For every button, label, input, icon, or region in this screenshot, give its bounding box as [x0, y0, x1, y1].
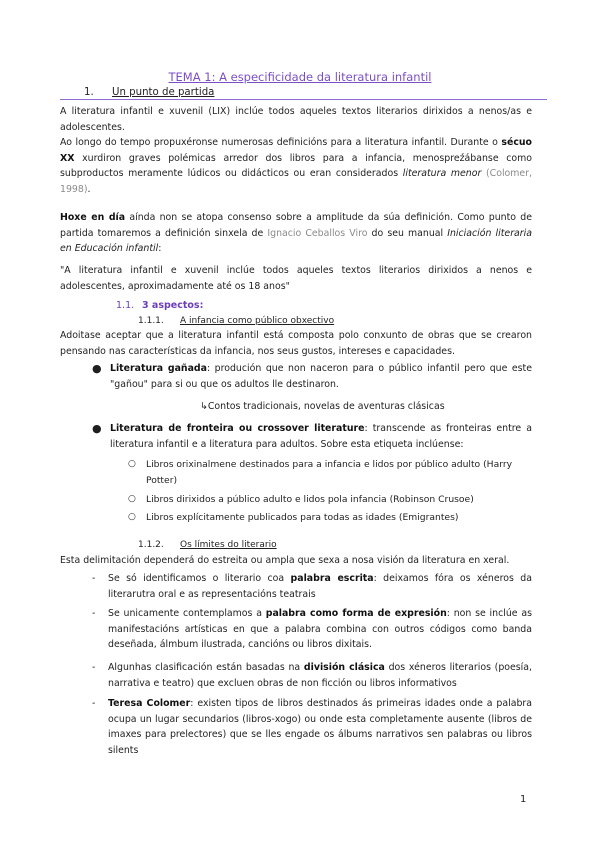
circle-bullet-icon: ○: [128, 459, 136, 469]
section-heading-1-1-2: 1.1.2. Os límites do literario: [138, 540, 277, 550]
paragraph-5: Esta delimitación dependerá do estreita ou ampla que sexa a nosa visión da literatura en xeral.: [60, 555, 510, 566]
citation: (Colomer, 1998): [60, 168, 533, 195]
circle-bullet-icon: ○: [128, 494, 136, 504]
paragraph-3: Hoxe en día aínda non se atopa consenso sobre a amplitude da súa definición. Como punto de partida tomaremos a definición sinxela de Ignacio Ceballos Viro do seu manual Iniciación literaria en Educación infantil:: [60, 212, 532, 255]
paragraph-4: Adoitase aceptar que a literatura infantil está composta polo conxunto de obras que se crearon pensando nas características da infancia, nos seus gustos, intereses e capacidades.: [60, 330, 532, 357]
section-heading-1-1: 1.1. 3 aspectos:: [116, 300, 204, 311]
section-heading-1: [84, 87, 214, 98]
bullet-icon: ●: [92, 362, 102, 375]
section-number: 1.: [84, 87, 94, 98]
arrow-note: ↳Contos tradicionais, novelas de aventuras clásicas: [200, 401, 445, 412]
paragraph-1: A literatura infantil e xuvenil (LIX) inclúe todos aqueles textos literarios dirixidos a nenos/as e adolescentes.: [60, 106, 532, 133]
section-heading-1-1-1: 1.1.1. A infancia como público obxectivo: [138, 316, 335, 326]
paragraph-2: Ao longo do tempo propuxéronse numerosas definicións para a literatura infantil. Durante o sécuo XX xurdiron graves polémicas arredor dos libros para a infancia, menospreźábanse como subproductos meramente lúdicos ou didácticos ou eran considerados literatura menor (Colomer, 1998).: [60, 137, 533, 195]
section-label: Un punto de partida: [112, 87, 215, 98]
page-title: TEMA 1: A especificidade da literatura infantil: [168, 70, 432, 84]
page-number: 1: [520, 794, 527, 805]
circle-bullet-icon: ○: [128, 512, 136, 522]
bullet-icon: ●: [92, 422, 102, 435]
document-page: TEMA 1: A especificidade da literatura infantil 1. Un punto de partida A literatura infantil e xuvenil (LIX) inclúe todos aqueles textos literarios dirixidos a nenos/as e adolescentes. Ao longo do tempo propuxéronse numerosas definicións para a literatura infantil. Durante o sécuo XX xurdiron graves polémicas arredor dos libros para a infancia, menospreźábanse como subproductos meramente lúdicos ou didácticos ou eran considerados literatura menor (Colomer, 1998). Hoxe en día aínda non se atopa consenso sobre a amplitude da súa definición. Como punto de partida tomaremos a definición sinxela de Ignacio Ceballos Viro do seu manual Iniciación literaria en Educación infantil: "A literatura infantil e xuvenil inclúe todos aqueles textos literarios dirixidos a nenos e adolescentes, aproximadamente até os 18 anos" 1.1. 3 aspectos: 1.1.1. A infancia como público obxectivo Adoitase aceptar que a literatura infantil está composta polo conxunto de obras que se crearon pensando nas características da infancia, nos seus gustos, intereses e capacidades. ● Literatura gañada: produción que non naceron para o público infantil pero que este "gañou" para si ou que os adultos lle destinaron. ↳Contos tradicionais, novelas de aventuras clásicas ● Literatura de fronteira ou crossover literature: transcende as fronteiras entre a literatura infantil e a literatura para adultos. Sobre esta etiqueta inclúense: ○ Libros orixinalmene destinados para a infancia e lidos por público adulto (Harry Potter) ○ Libros dirixidos a público adulto e lidos pola infancia (Robinson Crusoe) ○ Libros explícitamente publicados para todas as idades (Emigrantes) 1.1.2. Os límites do literario Esta delimitación dependerá do estreita ou ampla que sexa a nosa visión da literatura en xeral. - Se só identificamos o literario coa palabra escrita: deixamos fóra os xéneros da literarutra oral e as representacións teatrais - Se unicamente contemplamos a palabra como forma de expresión: non se inclúe as manifestacións artísticas en que a palabra combina con outros códigos como banda deseñada, álmbum ilustrada, cancións ou libros dixitais. - Algunhas clasificación están basadas na división clásica dos xéneros literarios (poesía, narrativa e teatro) que excluen obras de non ficción ou libros informativos - Teresa Colomer: existen tipos de libros destinados ás primeiras idades onde a palabra ocupa un lugar secundarios (libros-xogo) ou onde esta completamente ausente (libros de imaxes para prelectores) que se lles engade os álbums narrativos sen palabras ou libros silents 1: [0, 0, 600, 848]
quote-paragraph: "A literatura infantil e xuvenil inclúe todos aqueles textos literarios dirixidos a nenos e adolescentes, aproximadamente até os 18 anos": [60, 265, 532, 292]
author-reference: Ignacio Ceballos Viro: [267, 227, 368, 239]
heading-divider: [60, 99, 547, 100]
